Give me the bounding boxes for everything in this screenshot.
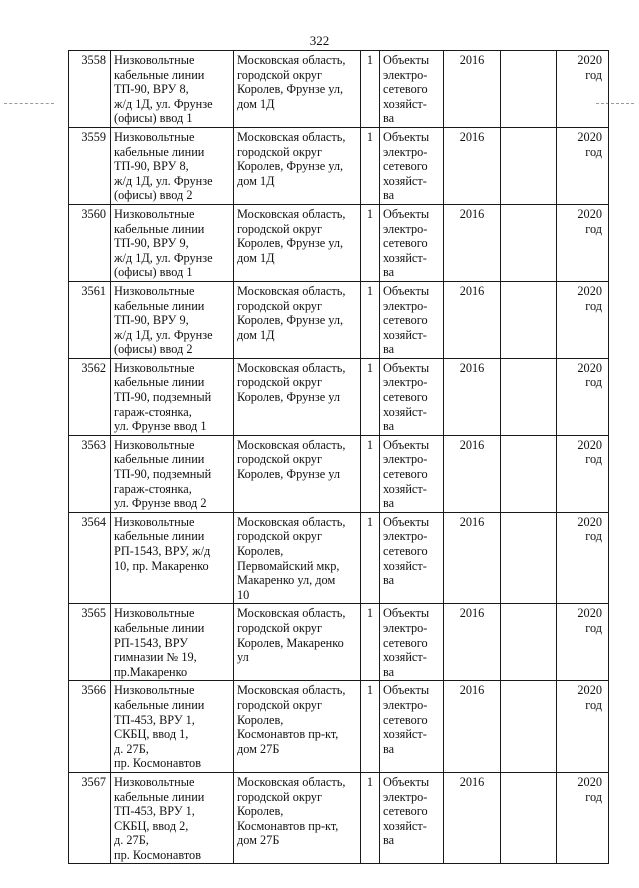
commission-year: 2016 (444, 204, 501, 281)
table-row (69, 604, 609, 681)
object-address: Московская область, городской округ Королев, Фрунзе ул (234, 435, 361, 512)
object-type: Объекты электро- сетевого хозяйст- ва (380, 772, 444, 864)
object-name: Низковольтные кабельные линии ТП-90, ВРУ 9, ж/д 1Д, ул. Фрунзе (офисы) ввод 1 (111, 204, 234, 281)
row-number: 3559 (69, 127, 111, 204)
object-name: Низковольтные кабельные линии ТП-90, подземный гараж-стоянка, ул. Фрунзе ввод 1 (111, 358, 234, 435)
object-quantity: 1 (361, 681, 380, 773)
plan-year: 2020 год (557, 435, 609, 512)
object-address: Московская область, городской округ Королев, Первомайский мкр, Макаренко ул, дом 10 (234, 512, 361, 604)
table-row (69, 512, 609, 604)
object-quantity: 1 (361, 604, 380, 681)
object-address: Московская область, городской округ Королев, Фрунзе ул, дом 1Д (234, 51, 361, 128)
object-address: Московская область, городской округ Королев, Макаренко ул (234, 604, 361, 681)
object-address: Московская область, городской округ Королев, Фрунзе ул, дом 1Д (234, 204, 361, 281)
commission-year: 2016 (444, 681, 501, 773)
object-type: Объекты электро- сетевого хозяйст- ва (380, 51, 444, 128)
commission-year: 2016 (444, 772, 501, 864)
row-number: 3560 (69, 204, 111, 281)
commission-year: 2016 (444, 281, 501, 358)
object-type: Объекты электро- сетевого хозяйст- ва (380, 512, 444, 604)
commission-year: 2016 (444, 51, 501, 128)
object-quantity: 1 (361, 281, 380, 358)
commission-year: 2016 (444, 604, 501, 681)
object-quantity: 1 (361, 204, 380, 281)
table-row (69, 51, 609, 128)
plan-year: 2020 год (557, 604, 609, 681)
row-number: 3564 (69, 512, 111, 604)
object-type: Объекты электро- сетевого хозяйст- ва (380, 604, 444, 681)
object-quantity: 1 (361, 512, 380, 604)
object-address: Московская область, городской округ Королев, Космонавтов пр-кт, дом 27Б (234, 772, 361, 864)
empty-cell (501, 772, 557, 864)
property-registry-table (68, 50, 609, 864)
empty-cell (501, 604, 557, 681)
empty-cell (501, 51, 557, 128)
plan-year: 2020 год (557, 358, 609, 435)
row-number: 3561 (69, 281, 111, 358)
object-name: Низковольтные кабельные линии РП-1543, ВРУ гимназии № 19, пр.Макаренко (111, 604, 234, 681)
table-row (69, 281, 609, 358)
commission-year: 2016 (444, 512, 501, 604)
object-quantity: 1 (361, 772, 380, 864)
empty-cell (501, 204, 557, 281)
object-type: Объекты электро- сетевого хозяйст- ва (380, 127, 444, 204)
table-row (69, 127, 609, 204)
plan-year: 2020 год (557, 204, 609, 281)
object-name: Низковольтные кабельные линии ТП-453, ВРУ 1, СКБЦ, ввод 2, д. 27Б, пр. Космонавтов (111, 772, 234, 864)
row-number: 3566 (69, 681, 111, 773)
row-number: 3558 (69, 51, 111, 128)
object-address: Московская область, городской округ Королев, Фрунзе ул (234, 358, 361, 435)
object-name: Низковольтные кабельные линии ТП-453, ВРУ 1, СКБЦ, ввод 1, д. 27Б, пр. Космонавтов (111, 681, 234, 773)
object-quantity: 1 (361, 358, 380, 435)
row-number: 3565 (69, 604, 111, 681)
object-name: Низковольтные кабельные линии ТП-90, подземный гараж-стоянка, ул. Фрунзе ввод 2 (111, 435, 234, 512)
commission-year: 2016 (444, 358, 501, 435)
row-number: 3563 (69, 435, 111, 512)
object-name: Низковольтные кабельные линии ТП-90, ВРУ 8, ж/д 1Д, ул. Фрунзе (офисы) ввод 1 (111, 51, 234, 128)
row-number: 3562 (69, 358, 111, 435)
plan-year: 2020 год (557, 681, 609, 773)
object-type: Объекты электро- сетевого хозяйст- ва (380, 204, 444, 281)
plan-year: 2020 год (557, 772, 609, 864)
empty-cell (501, 681, 557, 773)
empty-cell (501, 435, 557, 512)
empty-cell (501, 358, 557, 435)
commission-year: 2016 (444, 435, 501, 512)
object-name: Низковольтные кабельные линии ТП-90, ВРУ 9, ж/д 1Д, ул. Фрунзе (офисы) ввод 2 (111, 281, 234, 358)
table-row (69, 681, 609, 773)
plan-year: 2020 год (557, 127, 609, 204)
object-quantity: 1 (361, 435, 380, 512)
object-address: Московская область, городской округ Королев, Фрунзе ул, дом 1Д (234, 281, 361, 358)
object-quantity: 1 (361, 127, 380, 204)
object-quantity: 1 (361, 51, 380, 128)
table-row (69, 435, 609, 512)
page-number: 322 (309, 33, 330, 48)
object-name: Низковольтные кабельные линии РП-1543, ВРУ, ж/д 10, пр. Макаренко (111, 512, 234, 604)
empty-cell (501, 512, 557, 604)
object-name: Низковольтные кабельные линии ТП-90, ВРУ 8, ж/д 1Д, ул. Фрунзе (офисы) ввод 2 (111, 127, 234, 204)
object-type: Объекты электро- сетевого хозяйст- ва (380, 358, 444, 435)
object-address: Московская область, городской округ Королев, Фрунзе ул, дом 1Д (234, 127, 361, 204)
object-address: Московская область, городской округ Королев, Космонавтов пр-кт, дом 27Б (234, 681, 361, 773)
empty-cell (501, 127, 557, 204)
commission-year: 2016 (444, 127, 501, 204)
object-type: Объекты электро- сетевого хозяйст- ва (380, 435, 444, 512)
row-number: 3567 (69, 772, 111, 864)
plan-year: 2020 год (557, 51, 609, 128)
object-type: Объекты электро- сетевого хозяйст- ва (380, 281, 444, 358)
plan-year: 2020 год (557, 512, 609, 604)
table-row (69, 358, 609, 435)
scan-artifact-line-left (4, 103, 54, 104)
object-type: Объекты электро- сетевого хозяйст- ва (380, 681, 444, 773)
empty-cell (501, 281, 557, 358)
table-row (69, 204, 609, 281)
table-row (69, 772, 609, 864)
plan-year: 2020 год (557, 281, 609, 358)
